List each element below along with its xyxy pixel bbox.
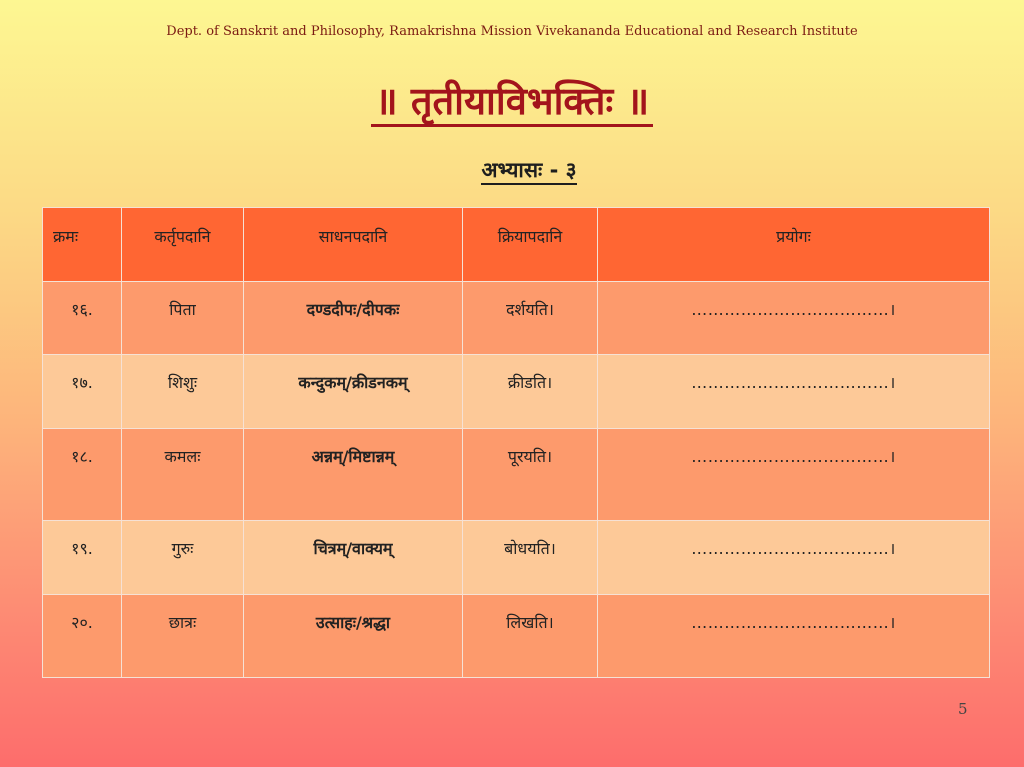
exercise-subtitle <box>0 156 1024 184</box>
instrument-cell: कन्दुकम्/क्रीडनकम् <box>244 355 463 429</box>
row-number: १६. <box>43 282 122 355</box>
table-row <box>43 429 990 521</box>
exercise-subtitle-text: अभ्यासः - ३ <box>481 158 576 185</box>
table-row <box>43 355 990 429</box>
row-number: १७. <box>43 355 122 429</box>
verb-cell: पूरयति। <box>463 429 598 521</box>
table-row <box>43 521 990 595</box>
subject-cell: शिशुः <box>122 355 244 429</box>
usage-blank-cell[interactable]: ………………………………। <box>598 355 990 429</box>
table-row <box>43 595 990 678</box>
verb-cell: दर्शयति। <box>463 282 598 355</box>
subject-cell: गुरुः <box>122 521 244 595</box>
verb-cell: बोधयति। <box>463 521 598 595</box>
instrument-cell: दण्डदीपः/दीपकः <box>244 282 463 355</box>
verb-cell: लिखति। <box>463 595 598 678</box>
verb-cell: क्रीडति। <box>463 355 598 429</box>
column-header-number: क्रमः <box>43 208 122 282</box>
column-header-subject: कर्तृपदानि <box>122 208 244 282</box>
row-number: २०. <box>43 595 122 678</box>
table-row <box>43 282 990 355</box>
slide-title-text: ॥ तृतीयाविभक्तिः ॥ <box>371 79 653 127</box>
subject-cell: छात्रः <box>122 595 244 678</box>
usage-blank-cell[interactable]: ………………………………। <box>598 595 990 678</box>
subject-cell: कमलः <box>122 429 244 521</box>
row-number: १८. <box>43 429 122 521</box>
column-header-usage: प्रयोगः <box>598 208 990 282</box>
instrument-cell: चित्रम्/वाक्यम् <box>244 521 463 595</box>
usage-blank-cell[interactable]: ………………………………। <box>598 521 990 595</box>
column-header-instrument: साधनपदानि <box>244 208 463 282</box>
usage-blank-cell[interactable]: ………………………………। <box>598 429 990 521</box>
slide-title <box>0 74 1024 126</box>
instrument-cell: उत्साहः/श्रद्धा <box>244 595 463 678</box>
page-number: 5 <box>958 700 968 718</box>
usage-blank-cell[interactable]: ………………………………। <box>598 282 990 355</box>
row-number: १९. <box>43 521 122 595</box>
institute-header: Dept. of Sanskrit and Philosophy, Ramakrishna Mission Vivekananda Educational and Research Institute <box>166 24 858 39</box>
table-header-row <box>43 208 990 282</box>
column-header-verb: क्रियापदानि <box>463 208 598 282</box>
subject-cell: पिता <box>122 282 244 355</box>
exercise-table <box>42 207 990 678</box>
instrument-cell: अन्नम्/मिष्टान्नम् <box>244 429 463 521</box>
